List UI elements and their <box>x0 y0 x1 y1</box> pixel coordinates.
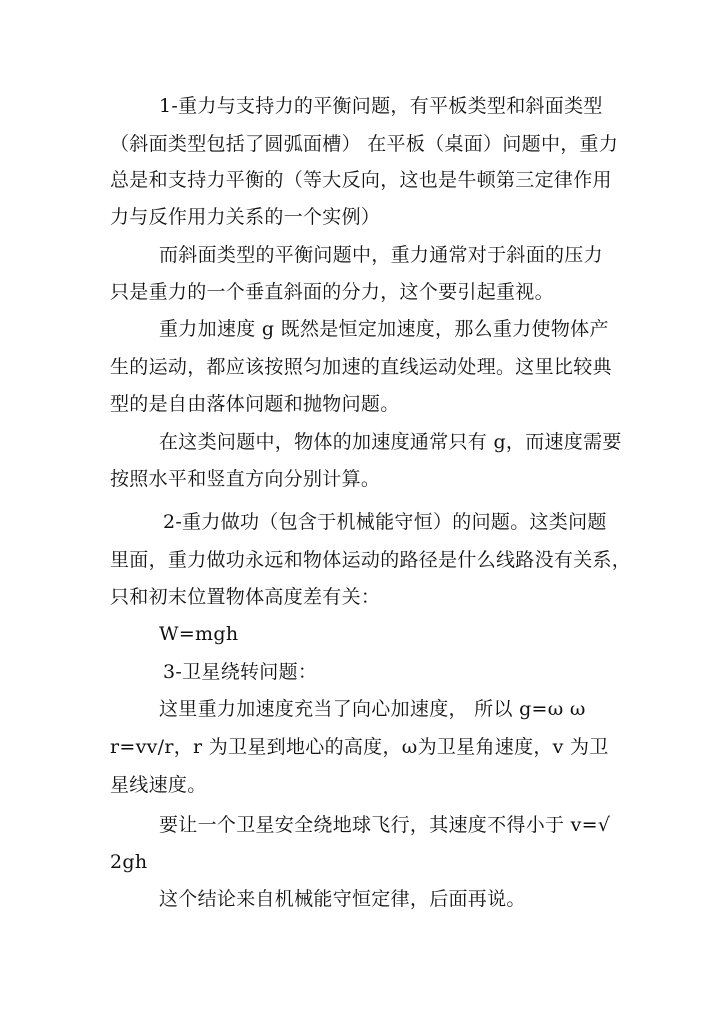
text-line: r=vv/r，r 为卫星到地心的高度，ω为卫星角速度，v 为卫 <box>110 736 609 758</box>
text-line: （斜面类型包括了圆弧面槽） 在平板（桌面）问题中，重力 <box>110 133 619 155</box>
text-line: 星线速度。 <box>110 774 207 796</box>
text-line: 要让一个卫星安全绕地球飞行，其速度不得小于 v=√ <box>159 814 611 836</box>
text-line: 总是和支持力平衡的（等大反向，这也是牛顿第三定律作用 <box>110 169 612 191</box>
text-line: 这里重力加速度充当了向心加速度， 所以 g=ω ω <box>159 698 586 720</box>
text-line: 2-重力做功（包含于机械能守恒）的问题。这类问题 <box>163 511 607 533</box>
text-line: 型的是自由落体问题和抛物问题。 <box>110 393 400 415</box>
text-line: 生的运动，都应该按照匀加速的直线运动处理。这里比较典 <box>110 356 612 378</box>
text-line: 力与反作用力关系的一个实例） <box>110 206 381 228</box>
text-line: 1-重力与支持力的平衡问题，有平板类型和斜面类型 <box>159 95 603 117</box>
text-line: 只和初末位置物体高度差有关： <box>110 586 381 608</box>
text-line: 里面，重力做功永远和物体运动的路径是什么线路没有关系， <box>110 549 632 571</box>
text-line: 重力加速度 g 既然是恒定加速度，那么重力使物体产 <box>159 318 609 340</box>
text-line: 这个结论来自机械能守恒定律，后面再说。 <box>159 888 526 910</box>
formula-line: W=mgh <box>159 623 239 645</box>
text-line: 按照水平和竖直方向分别计算。 <box>110 468 381 490</box>
text-line: 在这类问题中，物体的加速度通常只有 g，而速度需要 <box>159 431 622 453</box>
formula-line: 2gh <box>110 851 148 873</box>
text-line: 而斜面类型的平衡问题中，重力通常对于斜面的压力 <box>159 244 603 266</box>
text-line: 只是重力的一个垂直斜面的分力，这个要引起重视。 <box>110 281 554 303</box>
text-line: 3-卫星绕转问题： <box>163 661 318 683</box>
